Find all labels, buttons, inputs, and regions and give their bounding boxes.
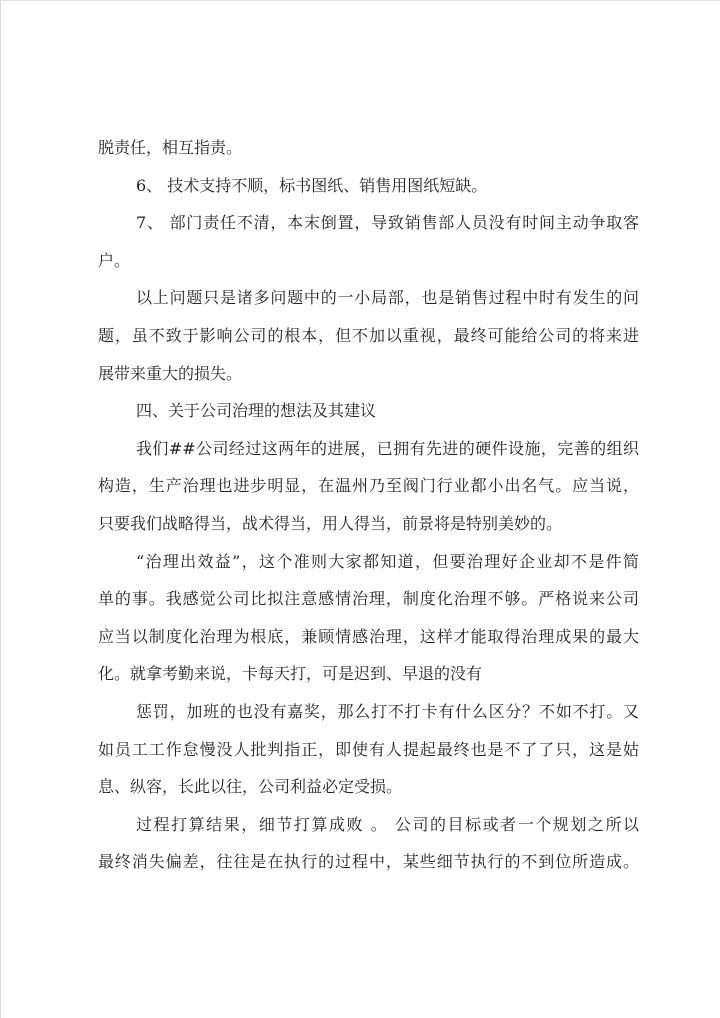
- text-line: 构造，生产治理也进步明显，在温州乃至阀门行业都小出名气。应当说，: [98, 476, 639, 496]
- text-line: 我们##公司经过这两年的进展，已拥有先进的硬件设施，完善的组织: [136, 438, 639, 458]
- text-line: 应当以制度化治理为根底，兼顾情感治理，这样才能取得治理成果的最大: [98, 626, 639, 646]
- text-line: 化。就拿考勤来说，卡每天打，可是迟到、早退的没有: [98, 664, 483, 684]
- text-line: 息、纵容，长此以往，公司利益必定受损。: [98, 777, 403, 797]
- text-line: 四、关于公司治理的想法及其建议: [136, 401, 377, 421]
- document-body: [98, 134, 639, 886]
- text-line: 过程打算结果，细节打算成败 。 公司的目标或者一个规划之所以: [136, 814, 639, 834]
- text-line: 展带来重大的损失。: [98, 363, 243, 383]
- text-line: 最终消失偏差，往往是在执行的过程中，某些细节执行的不到位所造成。: [98, 852, 639, 872]
- text-line: 户。: [98, 250, 131, 270]
- text-line: 脱责任，相互指责。: [98, 138, 243, 157]
- text-line: 以上问题只是诸多问题中的一小局部，也是销售过程中时有发生的问: [136, 288, 639, 308]
- text-line: 7、 部门责任不清，本末倒置，导致销售部人员没有时间主动争取客: [136, 213, 639, 233]
- text-line: 6、 技术支持不顺，标书图纸、销售用图纸短缺。: [136, 175, 488, 195]
- text-line: 惩罚，加班的也没有嘉奖，那么打不打卡有什么区分？不如不打。又: [136, 701, 639, 721]
- text-line: “治理出效益”，这个准则大家都知道，但要治理好企业却不是件简: [136, 551, 639, 571]
- text-line: 单的事。我感觉公司比拟注意感情治理，制度化治理不够。严格说来公司: [98, 589, 639, 609]
- text-line: 如员工工作怠慢没人批判指正，即使有人提起最终也是不了了只，这是姑: [98, 739, 639, 759]
- text-line: 只要我们战略得当，战术得当，用人得当，前景将是特别美妙的。: [98, 513, 563, 533]
- text-line: 题，虽不致于影响公司的根本，但不加以重视，最终可能给公司的将来进: [98, 325, 639, 345]
